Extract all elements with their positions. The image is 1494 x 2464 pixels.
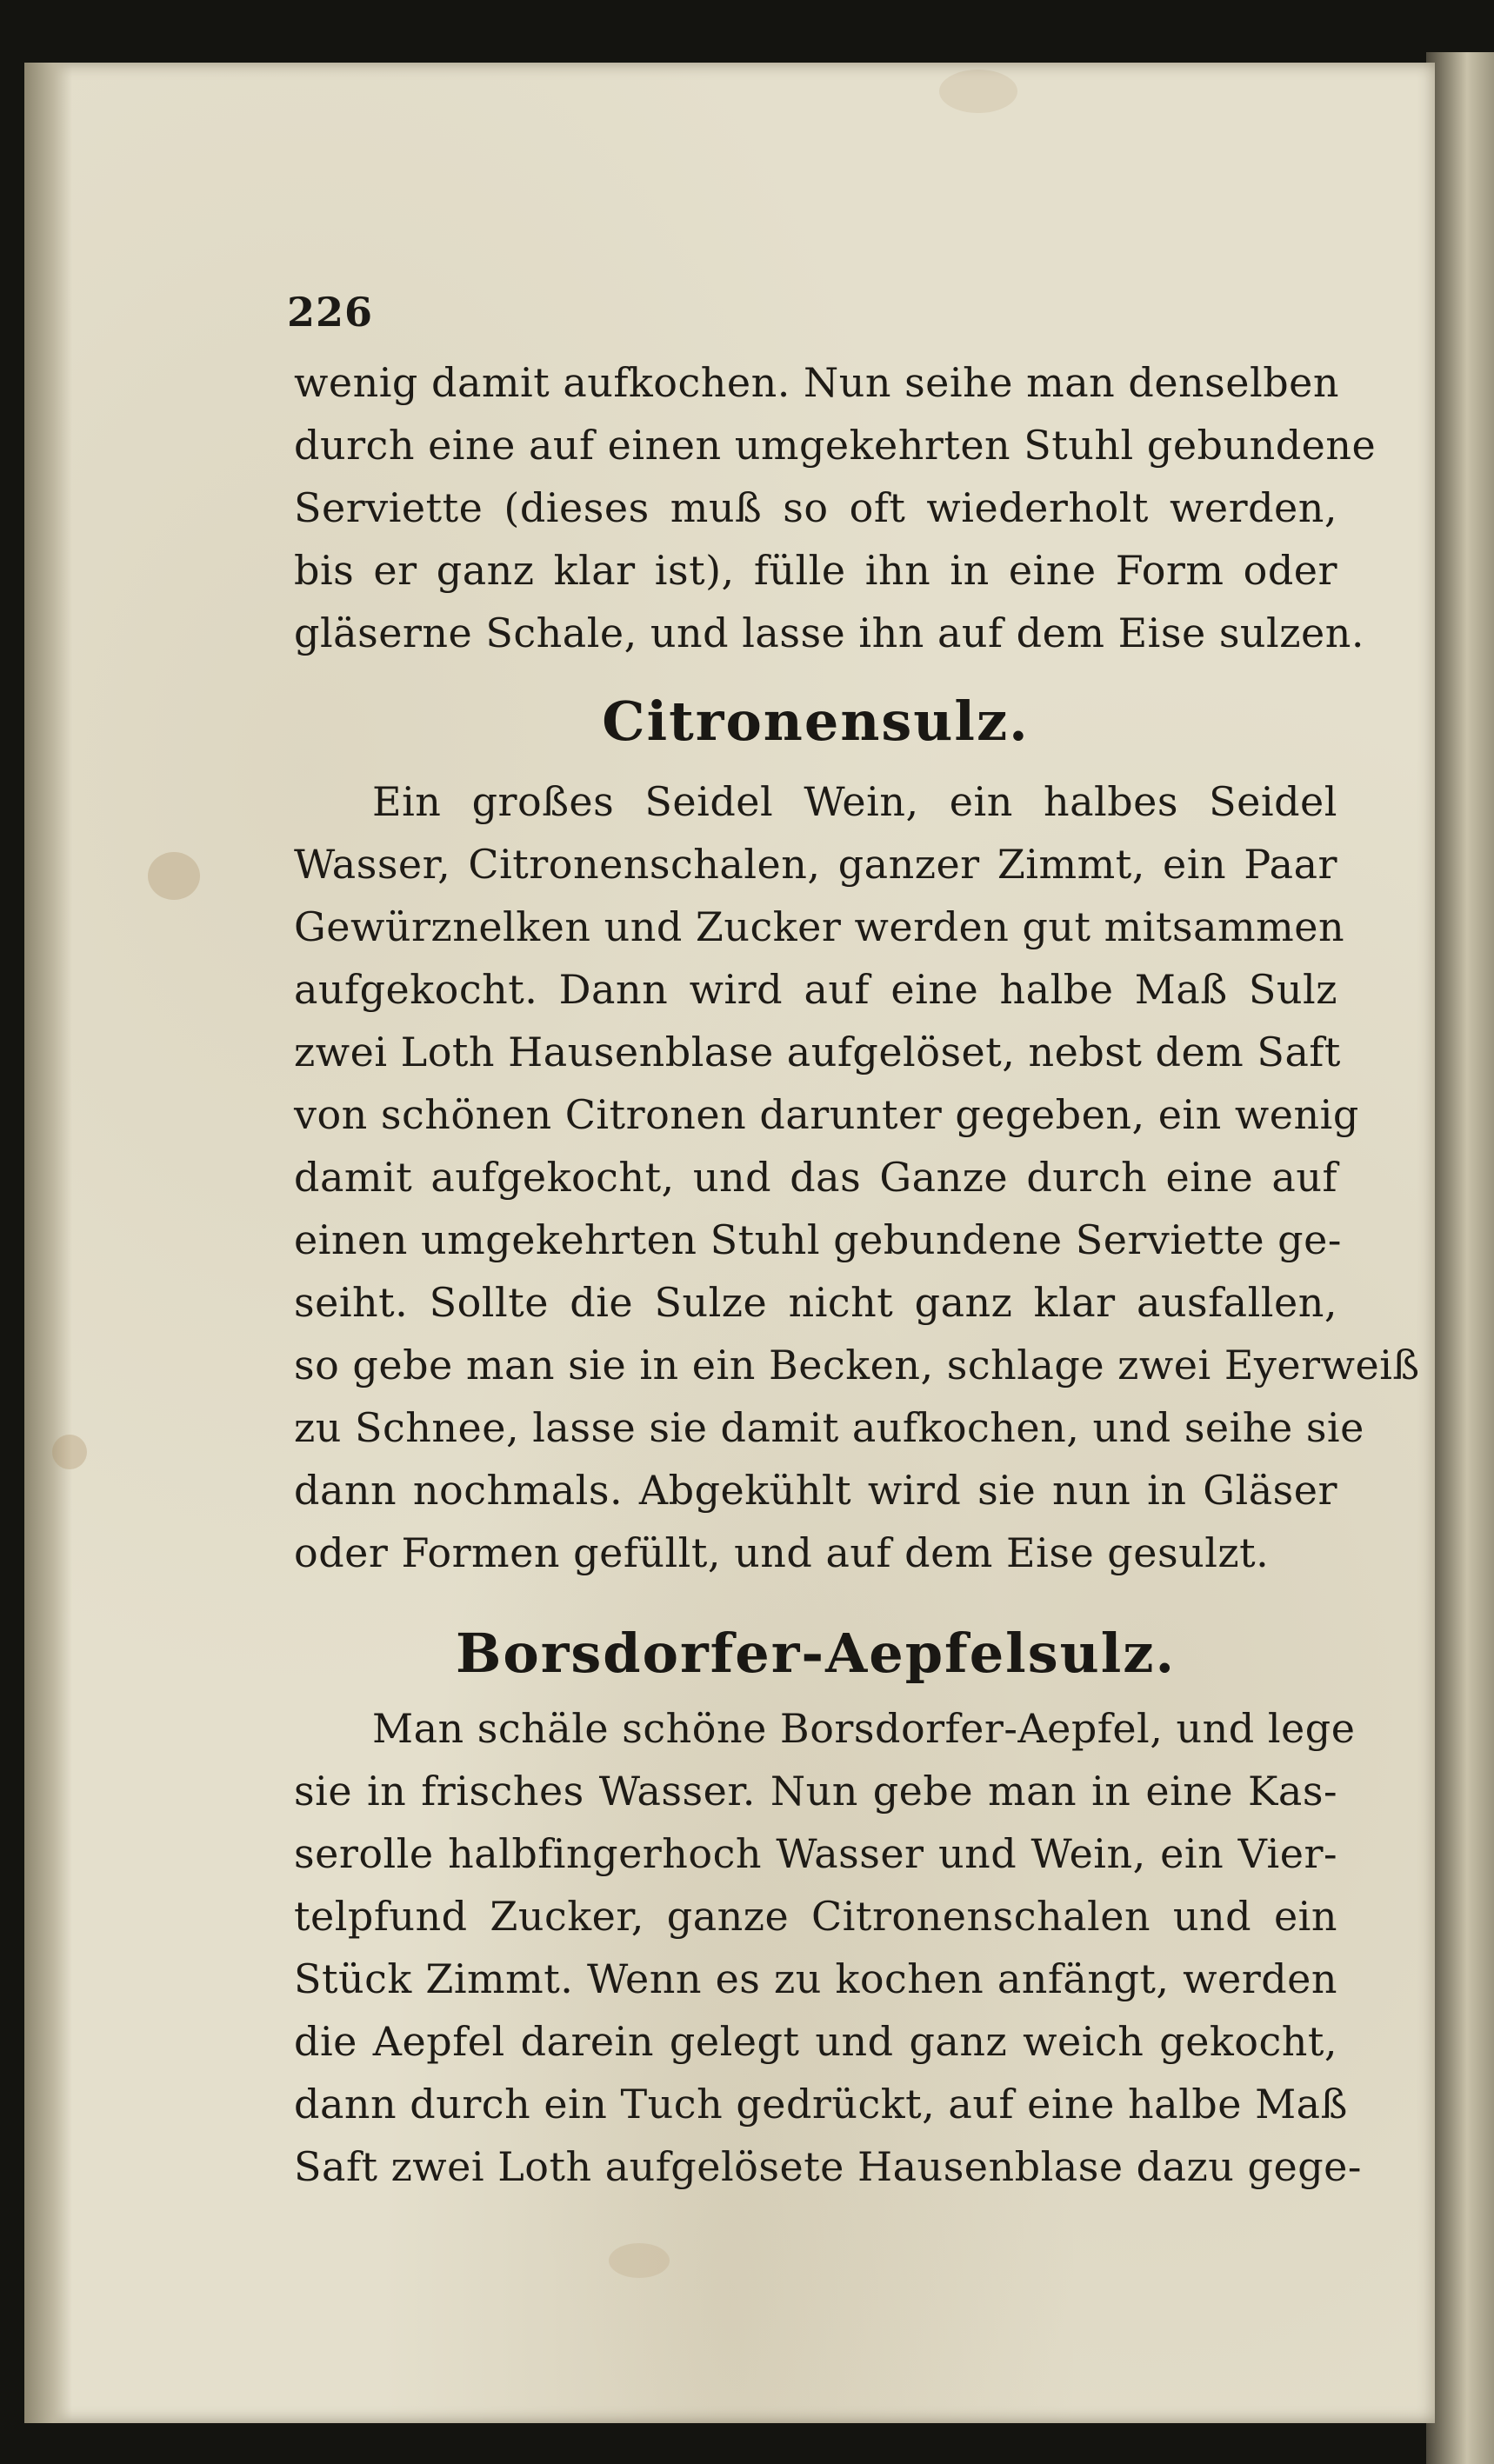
text-line: dann durch ein Tuch gedrückt, auf eine halbe Maß	[294, 2081, 1348, 2128]
next-page-edge	[1426, 52, 1494, 2464]
text-line: durch eine auf einen umgekehrten Stuhl gebundene	[294, 422, 1377, 469]
text-line: Ein großes Seidel Wein, ein halbes Seidel	[372, 778, 1337, 825]
text-line: Serviette (dieses muß so oft wiederholt werden,	[294, 484, 1337, 531]
text-line: wenig damit aufkochen. Nun seihe man denselben	[294, 359, 1339, 406]
page-number: 226	[287, 289, 374, 336]
text-line: zwei Loth Hausenblase aufgelöset, nebst dem Saft	[294, 1029, 1341, 1076]
text-line: bis er ganz klar ist), fülle ihn in eine Form oder	[294, 547, 1337, 594]
recipe-heading-citronensulz: Citronensulz.	[602, 689, 1030, 753]
text-line: Stück Zimmt. Wenn es zu kochen anfängt, werden	[294, 1955, 1337, 2002]
text-line: dann nochmals. Abgekühlt wird sie nun in Gläser	[294, 1467, 1337, 1514]
text-line: Man schäle schöne Borsdorfer-Aepfel, und lege	[372, 1705, 1356, 1752]
text-line: zu Schnee, lasse sie damit aufkochen, und seihe sie	[294, 1404, 1364, 1451]
paper-stain	[609, 2243, 670, 2278]
text-line: gläserne Schale, und lasse ihn auf dem Eise sulzen.	[294, 609, 1364, 656]
page-gutter-shadow	[24, 63, 72, 2423]
text-line: einen umgekehrten Stuhl gebundene Serviette ge-	[294, 1216, 1342, 1263]
text-line: sie in frisches Wasser. Nun gebe man in eine Kas-	[294, 1768, 1337, 1815]
text-line: aufgekocht. Dann wird auf eine halbe Maß Sulz	[294, 966, 1337, 1013]
paper-stain	[148, 852, 200, 900]
paper-stain	[939, 70, 1017, 113]
text-line: telpfund Zucker, ganze Citronenschalen und ein	[294, 1893, 1337, 1940]
text-line: oder Formen gefüllt, und auf dem Eise gesulzt.	[294, 1529, 1270, 1576]
recipe-heading-borsdorfer: Borsdorfer-Aepfelsulz.	[455, 1622, 1177, 1685]
paper-stain	[52, 1435, 87, 1469]
text-line: Gewürznelken und Zucker werden gut mitsammen	[294, 903, 1345, 950]
text-line: Wasser, Citronenschalen, ganzer Zimmt, ein Paar	[294, 841, 1337, 888]
text-line: seiht. Sollte die Sulze nicht ganz klar ausfallen,	[294, 1279, 1337, 1326]
text-line: von schönen Citronen darunter gegeben, ein wenig	[294, 1091, 1359, 1138]
text-line: die Aepfel darein gelegt und ganz weich gekocht,	[294, 2018, 1337, 2065]
text-line: Saft zwei Loth aufgelösete Hausenblase dazu gege-	[294, 2143, 1362, 2190]
text-line: so gebe man sie in ein Becken, schlage zwei Eyerweiß	[294, 1342, 1420, 1388]
text-line: damit aufgekocht, und das Ganze durch eine auf	[294, 1154, 1337, 1201]
text-line: serolle halbfingerhoch Wasser und Wein, ein Vier-	[294, 1830, 1337, 1877]
